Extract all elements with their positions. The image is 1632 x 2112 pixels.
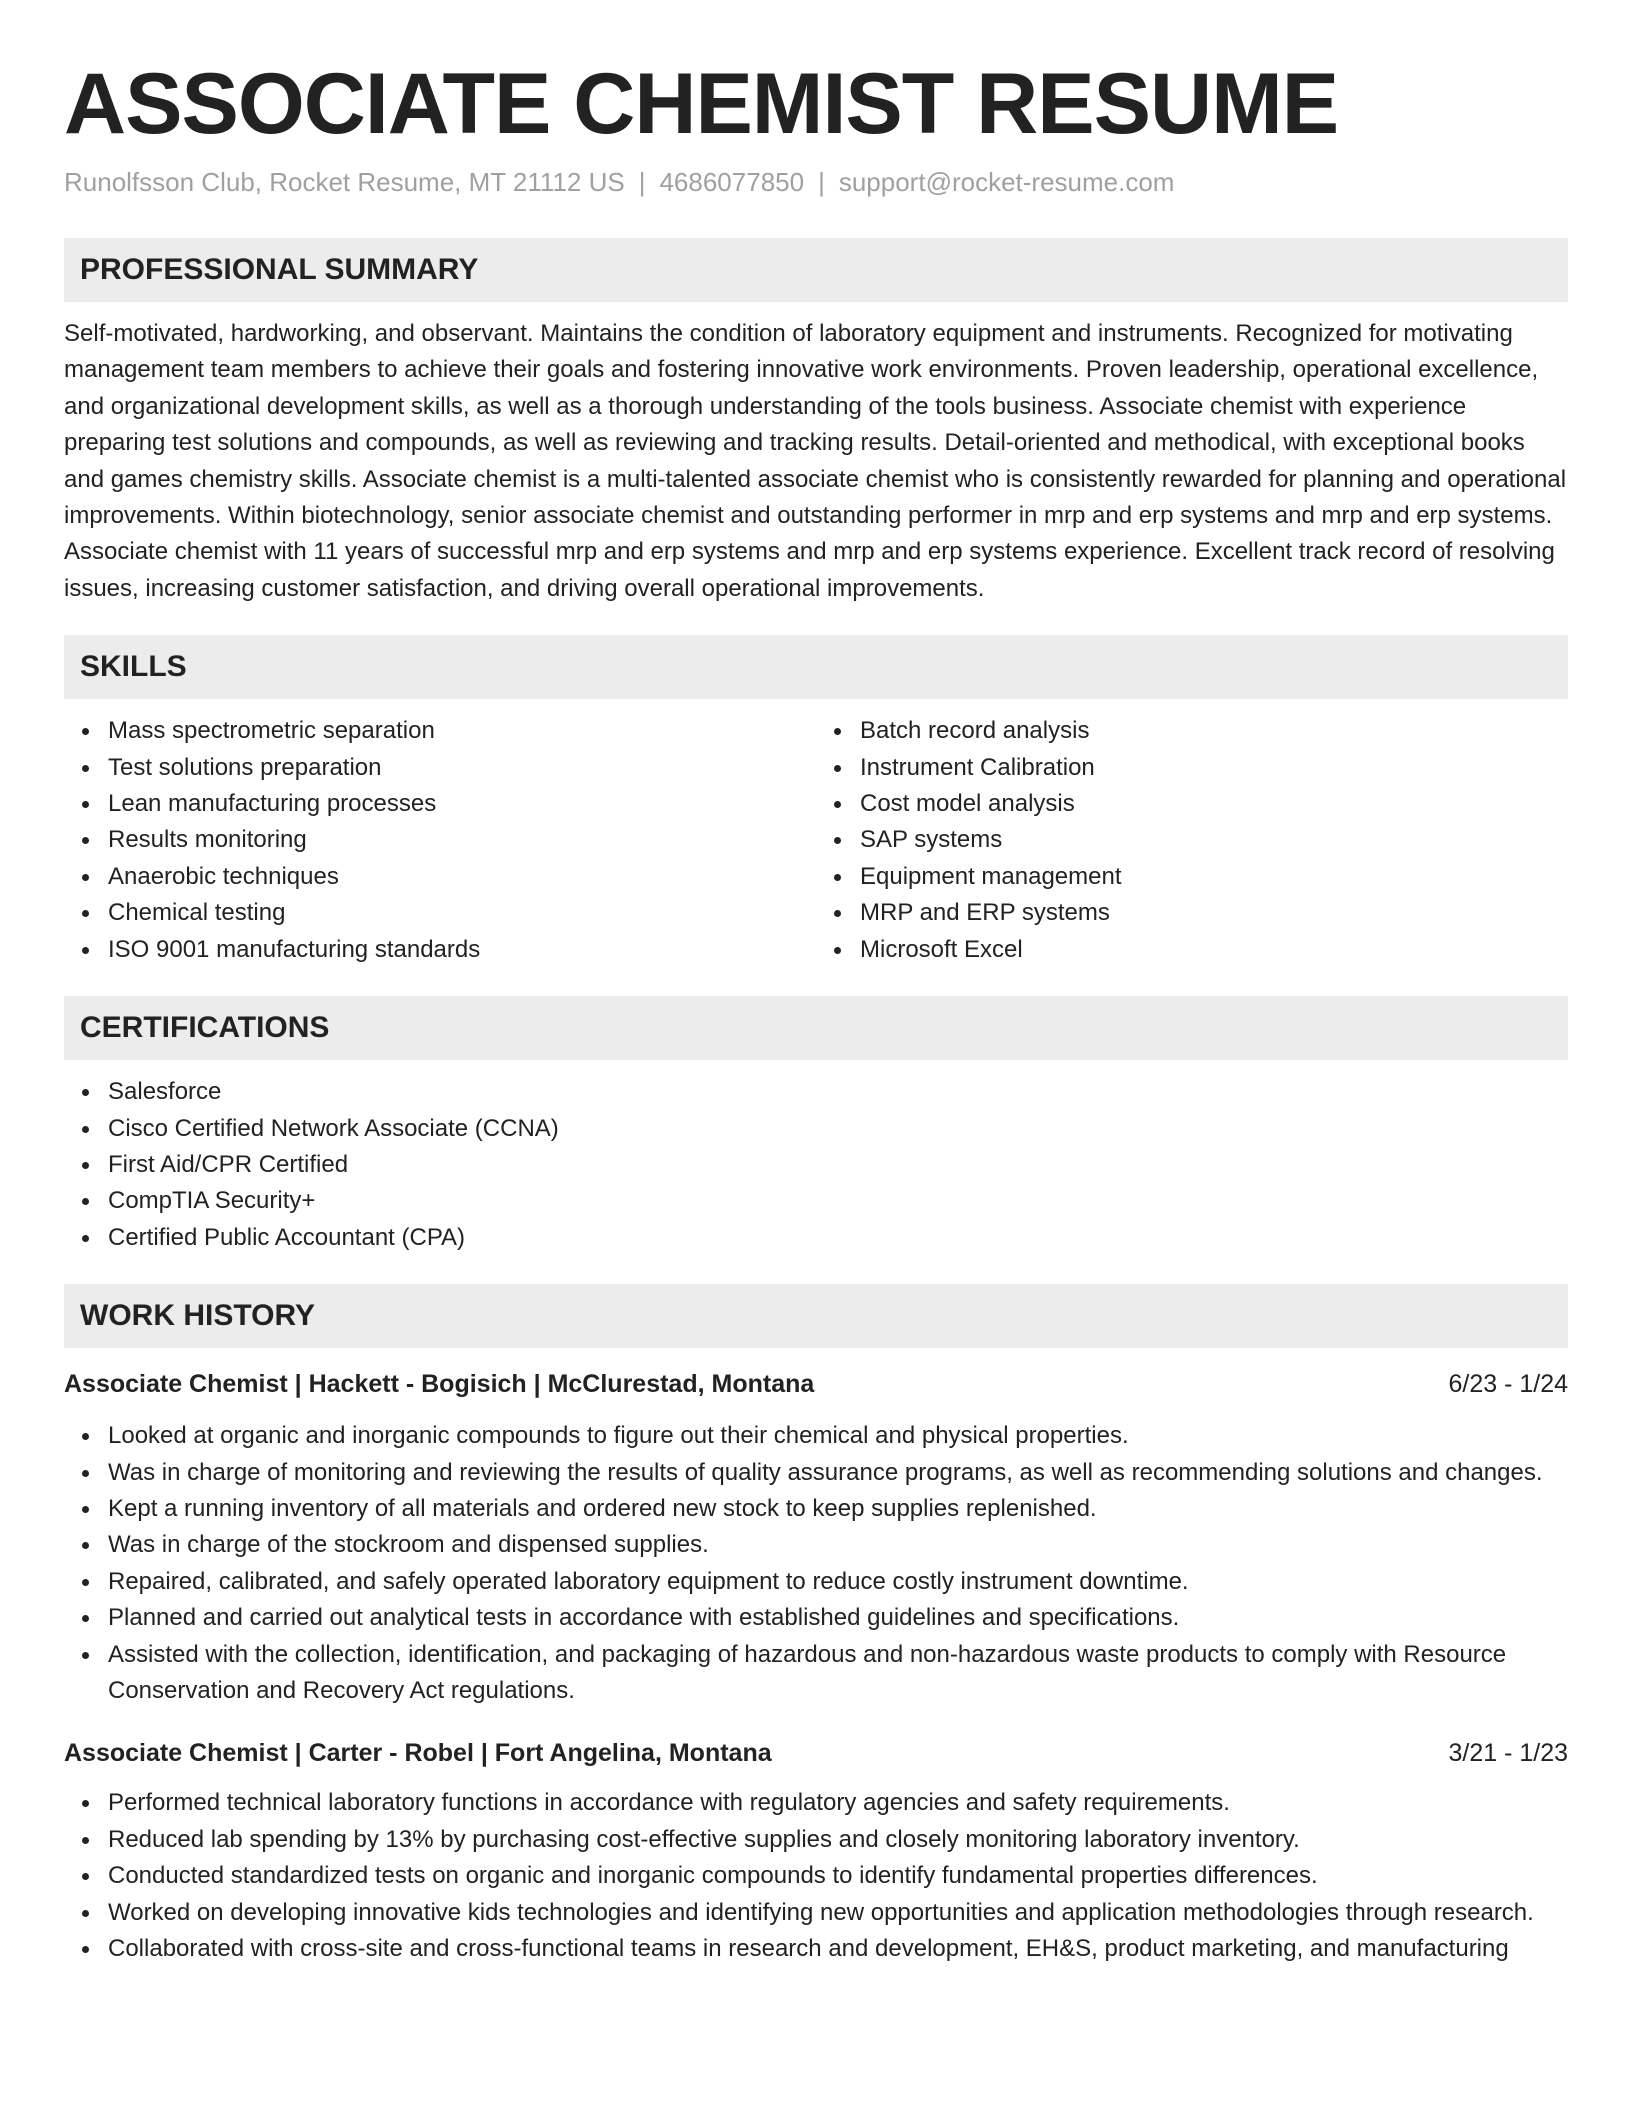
skills-section-header: SKILLS [64,635,1568,699]
certifications-list [64,1074,1568,1256]
skill-item: SAP systems [816,822,1568,858]
job-bullet: Collaborated with cross-site and cross-functional teams in research and development, EH&S, product marketing, and manufacturing [64,1931,1568,1967]
skill-item: Equipment management [816,859,1568,895]
summary-section-header: PROFESSIONAL SUMMARY [64,238,1568,302]
job-bullet: Kept a running inventory of all materials and ordered new stock to keep supplies replenished. [64,1491,1568,1527]
certification-item: Cisco Certified Network Associate (CCNA) [64,1111,1568,1147]
job-bullet: Worked on developing innovative kids technologies and identifying new opportunities and application methodologies through research. [64,1895,1568,1931]
contact-email: support@rocket-resume.com [838,167,1175,197]
job-bullet: Conducted standardized tests on organic and inorganic compounds to identify fundamental properties differences. [64,1858,1568,1894]
skill-item: MRP and ERP systems [816,895,1568,931]
job-entry [64,1366,1568,1709]
skill-item: Lean manufacturing processes [64,786,816,822]
certification-item: Salesforce [64,1074,1568,1110]
job-dates: 6/23 - 1/24 [1448,1370,1568,1399]
skill-item: Mass spectrometric separation [64,713,816,749]
resume-title: ASSOCIATE CHEMIST RESUME [64,56,1339,152]
certification-item: First Aid/CPR Certified [64,1147,1568,1183]
skill-item: Chemical testing [64,895,816,931]
certification-item: Certified Public Accountant (CPA) [64,1220,1568,1256]
contact-separator: | [638,167,646,197]
skill-item: Results monitoring [64,822,816,858]
certification-item: CompTIA Security+ [64,1183,1568,1219]
job-bullet: Performed technical laboratory functions in accordance with regulatory agencies and safety requirements. [64,1785,1568,1821]
job-header [64,1366,1568,1402]
summary-text: Self-motivated, hardworking, and observant. Maintains the condition of laboratory equipment and instruments. Recognized for motivating management team members to achieve their goals and fostering innovative work environments. Proven leadership, operational excellence, and organizational development skills, as well as a thorough understanding of the tools business. Associate chemist with experience preparing test solutions and compounds, as well as reviewing and tracking results. Detail-oriented and methodical, with exceptional books and games chemistry skills. Associate chemist is a multi-talented associate chemist who is consistently rewarded for planning and operational improvements. Within biotechnology, senior associate chemist and outstanding performer in mrp and erp systems and mrp and erp systems. Associate chemist with 11 years of successful mrp and erp systems and mrp and erp systems experience. Excellent track record of resolving issues, increasing customer satisfaction, and driving overall operational improvements. [64,320,1567,602]
contact-line [64,164,1568,200]
job-bullet: Looked at organic and inorganic compounds to figure out their chemical and physical properties. [64,1418,1568,1454]
skill-item: Test solutions preparation [64,750,816,786]
job-bullet: Planned and carried out analytical tests in accordance with established guidelines and specifications. [64,1600,1568,1636]
job-bullet: Reduced lab spending by 13% by purchasing cost-effective supplies and closely monitoring laboratory inventory. [64,1822,1568,1858]
contact-separator: | [818,167,825,197]
skill-item: Anaerobic techniques [64,859,816,895]
job-title: Associate Chemist | Carter - Robel | Fort Angelina, Montana [64,1739,772,1768]
job-bullet: Repaired, calibrated, and safely operated laboratory equipment to reduce costly instrument downtime. [64,1564,1568,1600]
contact-phone: 4686077850 [659,167,805,197]
skill-item: Instrument Calibration [816,750,1568,786]
job-bullet: Assisted with the collection, identification, and packaging of hazardous and non-hazardous waste products to comply with Resource Conservation and Recovery Act regulations. [64,1637,1568,1710]
job-bullet: Was in charge of monitoring and reviewing the results of quality assurance programs, as well as recommending solutions and changes. [64,1455,1568,1491]
job-bullet: Was in charge of the stockroom and dispensed supplies. [64,1527,1568,1563]
skill-item: ISO 9001 manufacturing standards [64,932,816,968]
certifications-section-header: CERTIFICATIONS [64,996,1568,1060]
skill-item: Microsoft Excel [816,932,1568,968]
skill-item: Cost model analysis [816,786,1568,822]
job-header [64,1735,1568,1771]
job-dates: 3/21 - 1/23 [1448,1739,1568,1768]
skill-item: Batch record analysis [816,713,1568,749]
job-bullets [64,1785,1568,1967]
job-title: Associate Chemist | Hackett - Bogisich | McClurestad, Montana [64,1370,815,1399]
work-history-section-header: WORK HISTORY [64,1284,1568,1348]
contact-address: Runolfsson Club, Rocket Resume, MT 21112 US [64,167,625,197]
skills-list-right [816,713,1568,968]
job-bullets [64,1418,1568,1709]
job-entry [64,1735,1568,1967]
skills-list-left [64,713,816,968]
skills-grid [64,699,1568,968]
